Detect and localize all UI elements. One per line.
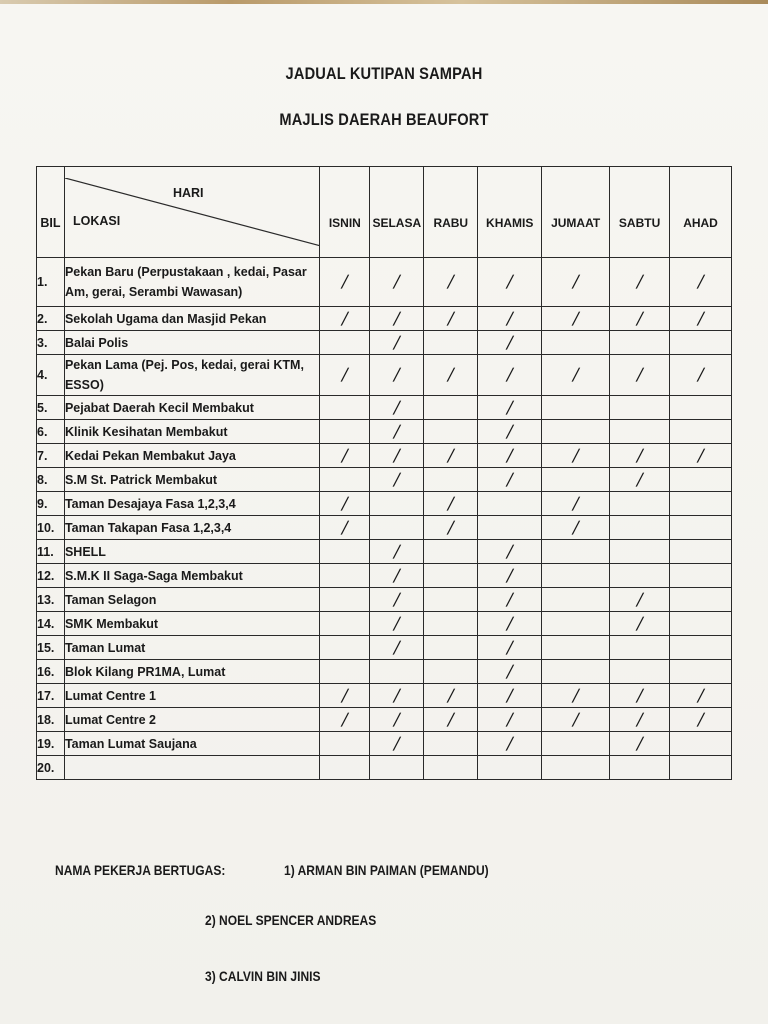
schedule-cell-isnin (320, 396, 370, 420)
schedule-cell-sabtu (610, 756, 670, 780)
header-hari: HARI (172, 186, 204, 200)
collection-mark: / (695, 308, 706, 329)
header-day-sabtu: SABTU (610, 167, 670, 258)
schedule-cell-sabtu (610, 660, 670, 684)
table-row (37, 612, 732, 636)
row-location: Taman Selagon (64, 588, 319, 612)
table-row (37, 331, 732, 355)
collection-mark: / (695, 272, 706, 292)
schedule-cell-khamis (478, 756, 542, 780)
collection-mark: / (445, 272, 456, 292)
collection-mark: / (634, 613, 645, 634)
collection-mark: / (391, 272, 402, 292)
schedule-cell-isnin (320, 660, 370, 684)
collection-mark: / (391, 308, 402, 329)
schedule-cell-rabu (424, 331, 478, 355)
schedule-cell-selasa (370, 468, 424, 492)
schedule-cell-jumaat (542, 492, 610, 516)
schedule-cell-ahad (670, 588, 732, 612)
schedule-cell-isnin (320, 540, 370, 564)
schedule-cell-sabtu (610, 564, 670, 588)
schedule-cell-khamis (478, 684, 542, 708)
row-location: Taman Lumat (64, 636, 319, 660)
schedule-cell-rabu (424, 516, 478, 540)
row-location: Pekan Baru (Perpustakaan , kedai, Pasar Am, gerai, Serambi Wawasan) (64, 258, 319, 307)
schedule-cell-selasa (370, 636, 424, 660)
collection-mark: / (391, 733, 402, 754)
row-location: Blok Kilang PR1MA, Lumat (64, 660, 319, 684)
schedule-cell-selasa (370, 516, 424, 540)
workers-label: NAMA PEKERJA BERTUGAS: (55, 862, 226, 878)
schedule-cell-ahad (670, 420, 732, 444)
row-location: Lumat Centre 1 (64, 684, 319, 708)
table-row (37, 355, 732, 396)
collection-mark: / (504, 565, 515, 586)
collection-mark: / (339, 709, 350, 730)
table-row (37, 258, 732, 307)
schedule-cell-selasa (370, 258, 424, 307)
schedule-cell-isnin (320, 468, 370, 492)
row-location: Taman Desajaya Fasa 1,2,3,4 (64, 492, 319, 516)
schedule-cell-isnin (320, 492, 370, 516)
schedule-cell-sabtu (610, 307, 670, 331)
schedule-cell-ahad (670, 492, 732, 516)
schedule-cell-isnin (320, 732, 370, 756)
collection-mark: / (504, 589, 515, 610)
table-row (37, 636, 732, 660)
collection-mark: / (391, 589, 402, 610)
worker-name-3: 3) CALVIN BIN JINIS (205, 968, 321, 984)
schedule-cell-isnin (320, 588, 370, 612)
schedule-cell-khamis (478, 396, 542, 420)
row-number: 19. (37, 732, 65, 756)
collection-mark: / (339, 445, 350, 466)
header-day-khamis: KHAMIS (478, 167, 542, 258)
schedule-cell-khamis (478, 708, 542, 732)
schedule-cell-khamis (478, 660, 542, 684)
schedule-cell-isnin (320, 258, 370, 307)
schedule-cell-rabu (424, 258, 478, 307)
schedule-cell-rabu (424, 684, 478, 708)
collection-mark: / (445, 445, 456, 466)
schedule-cell-ahad (670, 396, 732, 420)
row-number: 7. (37, 444, 65, 468)
row-number: 8. (37, 468, 65, 492)
schedule-cell-sabtu (610, 636, 670, 660)
row-number: 10. (37, 516, 65, 540)
collection-mark: / (391, 421, 402, 442)
schedule-cell-jumaat (542, 564, 610, 588)
table-row (37, 564, 732, 588)
collection-mark: / (339, 685, 350, 706)
collection-mark: / (504, 637, 515, 658)
row-location: SHELL (64, 540, 319, 564)
schedule-cell-sabtu (610, 588, 670, 612)
schedule-cell-ahad (670, 612, 732, 636)
document-subtitle: MAJLIS DAERAH BEAUFORT (279, 110, 489, 129)
collection-mark: / (570, 308, 581, 329)
schedule-cell-ahad (670, 444, 732, 468)
schedule-cell-ahad (670, 331, 732, 355)
collection-mark: / (634, 445, 645, 466)
schedule-cell-isnin (320, 756, 370, 780)
row-number: 6. (37, 420, 65, 444)
collection-mark: / (504, 445, 515, 466)
schedule-cell-rabu (424, 660, 478, 684)
row-number: 1. (37, 258, 65, 307)
schedule-cell-rabu (424, 492, 478, 516)
schedule-cell-isnin (320, 516, 370, 540)
table-row (37, 660, 732, 684)
row-number: 13. (37, 588, 65, 612)
row-number: 3. (37, 331, 65, 355)
collection-mark: / (504, 421, 515, 442)
collection-mark: / (695, 445, 706, 466)
schedule-cell-sabtu (610, 468, 670, 492)
table-row (37, 307, 732, 331)
schedule-cell-isnin (320, 636, 370, 660)
schedule-cell-ahad (670, 307, 732, 331)
schedule-cell-rabu (424, 732, 478, 756)
collection-mark: / (504, 272, 515, 292)
collection-mark: / (634, 709, 645, 730)
schedule-cell-ahad (670, 258, 732, 307)
collection-mark: / (339, 517, 350, 538)
row-location (64, 756, 319, 780)
header-day-rabu: RABU (424, 167, 478, 258)
row-number: 12. (37, 564, 65, 588)
table-header-row (37, 167, 732, 258)
collection-mark: / (504, 661, 515, 682)
schedule-body (37, 258, 732, 780)
schedule-cell-jumaat (542, 258, 610, 307)
collection-mark: / (695, 365, 706, 385)
schedule-cell-selasa (370, 756, 424, 780)
collection-mark: / (504, 332, 515, 353)
schedule-cell-ahad (670, 516, 732, 540)
collection-mark: / (339, 272, 350, 292)
schedule-cell-rabu (424, 708, 478, 732)
collection-mark: / (504, 733, 515, 754)
schedule-cell-sabtu (610, 331, 670, 355)
worker-name-1: 1) ARMAN BIN PAIMAN (PEMANDU) (284, 862, 489, 878)
collection-schedule-table (36, 166, 732, 780)
schedule-cell-jumaat (542, 732, 610, 756)
schedule-cell-ahad (670, 756, 732, 780)
schedule-cell-khamis (478, 492, 542, 516)
schedule-cell-sabtu (610, 516, 670, 540)
collection-mark: / (445, 493, 456, 514)
schedule-cell-isnin (320, 684, 370, 708)
collection-mark: / (504, 709, 515, 730)
schedule-cell-jumaat (542, 636, 610, 660)
collection-mark: / (391, 332, 402, 353)
collection-mark: / (695, 709, 706, 730)
collection-mark: / (445, 709, 456, 730)
schedule-cell-ahad (670, 684, 732, 708)
collection-mark: / (391, 565, 402, 586)
schedule-cell-khamis (478, 588, 542, 612)
collection-mark: / (391, 685, 402, 706)
collection-mark: / (570, 517, 581, 538)
schedule-cell-selasa (370, 564, 424, 588)
row-location: Klinik Kesihatan Membakut (64, 420, 319, 444)
table-row (37, 492, 732, 516)
row-number: 9. (37, 492, 65, 516)
row-number: 2. (37, 307, 65, 331)
schedule-cell-ahad (670, 564, 732, 588)
schedule-cell-selasa (370, 492, 424, 516)
schedule-cell-sabtu (610, 492, 670, 516)
schedule-cell-selasa (370, 540, 424, 564)
schedule-cell-selasa (370, 331, 424, 355)
row-location: Taman Lumat Saujana (64, 732, 319, 756)
schedule-cell-rabu (424, 564, 478, 588)
schedule-cell-jumaat (542, 756, 610, 780)
row-location: Sekolah Ugama dan Masjid Pekan (64, 307, 319, 331)
collection-mark: / (339, 365, 350, 385)
schedule-cell-selasa (370, 660, 424, 684)
row-number: 18. (37, 708, 65, 732)
schedule-cell-khamis (478, 307, 542, 331)
header-lokasi: LOKASI (72, 214, 121, 228)
schedule-cell-rabu (424, 636, 478, 660)
collection-mark: / (634, 733, 645, 754)
schedule-cell-sabtu (610, 684, 670, 708)
schedule-cell-khamis (478, 331, 542, 355)
row-number: 15. (37, 636, 65, 660)
schedule-cell-jumaat (542, 355, 610, 396)
schedule-cell-sabtu (610, 396, 670, 420)
schedule-cell-sabtu (610, 444, 670, 468)
collection-mark: / (445, 365, 456, 385)
table-row (37, 468, 732, 492)
collection-mark: / (570, 445, 581, 466)
row-location: SMK Membakut (64, 612, 319, 636)
collection-mark: / (570, 493, 581, 514)
schedule-cell-khamis (478, 516, 542, 540)
schedule-cell-khamis (478, 444, 542, 468)
schedule-cell-khamis (478, 732, 542, 756)
schedule-cell-rabu (424, 396, 478, 420)
schedule-cell-ahad (670, 732, 732, 756)
table-row (37, 516, 732, 540)
collection-mark: / (570, 272, 581, 292)
schedule-cell-selasa (370, 444, 424, 468)
schedule-cell-jumaat (542, 708, 610, 732)
collection-mark: / (570, 685, 581, 706)
collection-mark: / (391, 541, 402, 562)
collection-mark: / (391, 469, 402, 490)
schedule-cell-sabtu (610, 540, 670, 564)
schedule-cell-rabu (424, 355, 478, 396)
collection-mark: / (391, 365, 402, 385)
row-location: Balai Polis (64, 331, 319, 355)
schedule-cell-ahad (670, 708, 732, 732)
schedule-cell-ahad (670, 468, 732, 492)
collection-mark: / (391, 397, 402, 418)
row-number: 17. (37, 684, 65, 708)
schedule-cell-ahad (670, 636, 732, 660)
schedule-cell-isnin (320, 331, 370, 355)
row-number: 5. (37, 396, 65, 420)
collection-mark: / (339, 493, 350, 514)
header-day-selasa: SELASA (370, 167, 424, 258)
schedule-cell-ahad (670, 355, 732, 396)
collection-mark: / (504, 308, 515, 329)
collection-mark: / (570, 365, 581, 385)
collection-mark: / (634, 685, 645, 706)
schedule-cell-selasa (370, 355, 424, 396)
schedule-cell-selasa (370, 420, 424, 444)
schedule-cell-jumaat (542, 331, 610, 355)
collection-mark: / (445, 517, 456, 538)
schedule-cell-jumaat (542, 588, 610, 612)
schedule-cell-sabtu (610, 612, 670, 636)
header-day-isnin: ISNIN (320, 167, 370, 258)
row-number: 16. (37, 660, 65, 684)
collection-mark: / (504, 365, 515, 385)
table-row (37, 708, 732, 732)
collection-mark: / (634, 469, 645, 490)
collection-mark: / (445, 308, 456, 329)
header-day-ahad: AHAD (670, 167, 732, 258)
schedule-cell-selasa (370, 396, 424, 420)
schedule-cell-jumaat (542, 396, 610, 420)
schedule-cell-ahad (670, 540, 732, 564)
schedule-cell-selasa (370, 612, 424, 636)
collection-mark: / (504, 541, 515, 562)
row-number: 11. (37, 540, 65, 564)
collection-mark: / (391, 637, 402, 658)
schedule-cell-selasa (370, 684, 424, 708)
schedule-cell-khamis (478, 540, 542, 564)
collection-mark: / (391, 445, 402, 466)
row-location: Pejabat Daerah Kecil Membakut (64, 396, 319, 420)
row-location: Taman Takapan Fasa 1,2,3,4 (64, 516, 319, 540)
table-row (37, 684, 732, 708)
schedule-cell-rabu (424, 612, 478, 636)
schedule-cell-khamis (478, 258, 542, 307)
collection-mark: / (570, 709, 581, 730)
schedule-cell-jumaat (542, 540, 610, 564)
collection-mark: / (504, 685, 515, 706)
collection-mark: / (445, 685, 456, 706)
collection-mark: / (634, 272, 645, 292)
collection-mark: / (339, 308, 350, 329)
collection-mark: / (695, 685, 706, 706)
table-row (37, 420, 732, 444)
table-row (37, 444, 732, 468)
schedule-cell-khamis (478, 420, 542, 444)
table-row (37, 396, 732, 420)
header-hari-lokasi (64, 167, 319, 258)
schedule-cell-rabu (424, 588, 478, 612)
schedule-cell-sabtu (610, 732, 670, 756)
schedule-cell-rabu (424, 540, 478, 564)
schedule-cell-selasa (370, 708, 424, 732)
schedule-cell-jumaat (542, 516, 610, 540)
collection-mark: / (391, 709, 402, 730)
table-row (37, 732, 732, 756)
row-number: 14. (37, 612, 65, 636)
schedule-cell-jumaat (542, 444, 610, 468)
row-location: S.M St. Patrick Membakut (64, 468, 319, 492)
schedule-cell-khamis (478, 612, 542, 636)
collection-mark: / (504, 397, 515, 418)
collection-mark: / (391, 613, 402, 634)
schedule-cell-ahad (670, 660, 732, 684)
schedule-cell-isnin (320, 708, 370, 732)
header-day-jumaat: JUMAAT (542, 167, 610, 258)
schedule-cell-selasa (370, 307, 424, 331)
worker-name-2: 2) NOEL SPENCER ANDREAS (205, 912, 377, 928)
schedule-cell-sabtu (610, 355, 670, 396)
header-bil: BIL (37, 167, 65, 258)
schedule-cell-rabu (424, 444, 478, 468)
collection-mark: / (634, 365, 645, 385)
schedule-cell-khamis (478, 564, 542, 588)
table-row (37, 588, 732, 612)
row-location: Kedai Pekan Membakut Jaya (64, 444, 319, 468)
schedule-cell-selasa (370, 588, 424, 612)
table-row (37, 756, 732, 780)
schedule-cell-sabtu (610, 420, 670, 444)
row-number: 20. (37, 756, 65, 780)
schedule-cell-isnin (320, 307, 370, 331)
document-title: JADUAL KUTIPAN SAMPAH (285, 64, 483, 83)
row-location: Lumat Centre 2 (64, 708, 319, 732)
schedule-cell-rabu (424, 756, 478, 780)
schedule-cell-isnin (320, 612, 370, 636)
schedule-cell-jumaat (542, 684, 610, 708)
schedule-cell-khamis (478, 636, 542, 660)
schedule-cell-rabu (424, 420, 478, 444)
schedule-cell-selasa (370, 732, 424, 756)
collection-mark: / (504, 469, 515, 490)
schedule-cell-rabu (424, 468, 478, 492)
table-row (37, 540, 732, 564)
schedule-cell-sabtu (610, 258, 670, 307)
schedule-cell-isnin (320, 355, 370, 396)
row-location: Pekan Lama (Pej. Pos, kedai, gerai KTM, ESSO) (64, 355, 319, 396)
collection-mark: / (504, 613, 515, 634)
schedule-cell-khamis (478, 355, 542, 396)
schedule-cell-isnin (320, 420, 370, 444)
row-location: S.M.K II Saga-Saga Membakut (64, 564, 319, 588)
schedule-cell-jumaat (542, 612, 610, 636)
schedule-cell-rabu (424, 307, 478, 331)
collection-mark: / (634, 308, 645, 329)
schedule-cell-isnin (320, 444, 370, 468)
schedule-cell-jumaat (542, 468, 610, 492)
schedule-cell-jumaat (542, 420, 610, 444)
schedule-cell-khamis (478, 468, 542, 492)
schedule-cell-sabtu (610, 708, 670, 732)
schedule-cell-jumaat (542, 307, 610, 331)
schedule-cell-jumaat (542, 660, 610, 684)
collection-mark: / (634, 589, 645, 610)
row-number: 4. (37, 355, 65, 396)
schedule-cell-isnin (320, 564, 370, 588)
